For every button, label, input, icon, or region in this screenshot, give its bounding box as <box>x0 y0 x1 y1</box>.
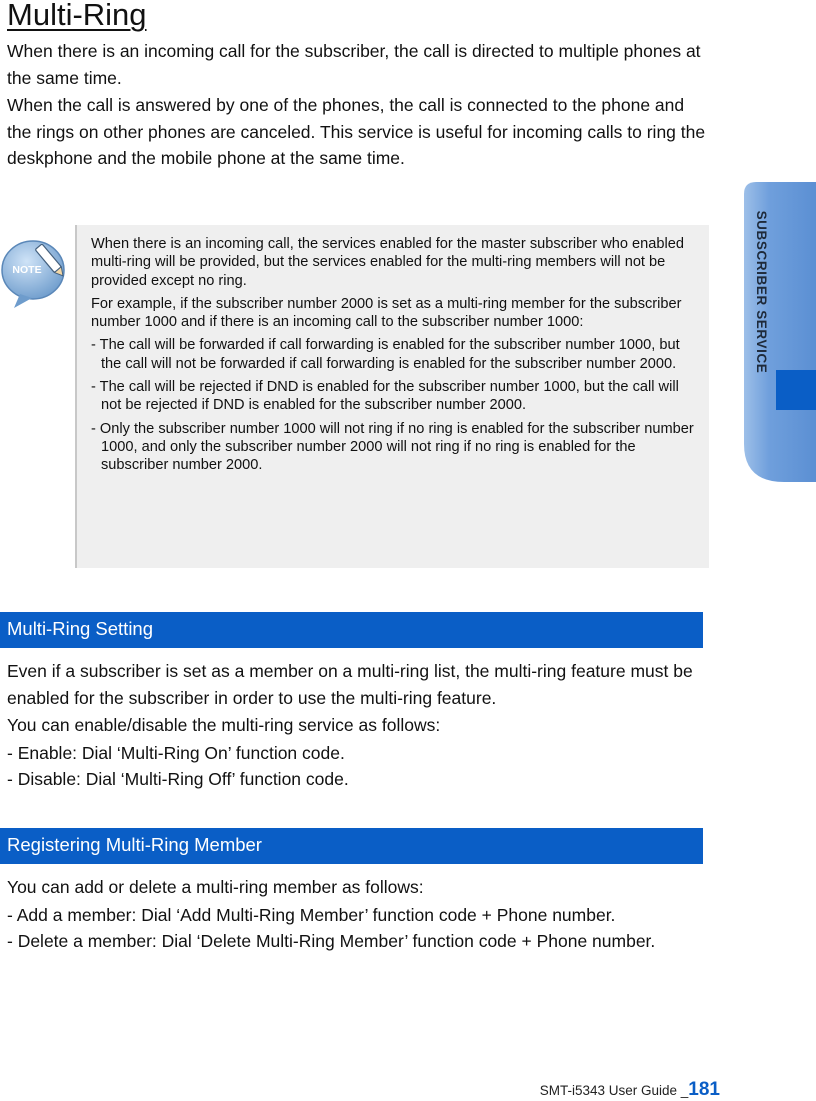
page-number: 181 <box>688 1079 720 1100</box>
intro-paragraph: When there is an incoming call for the subscriber, the call is directed to multiple phones at the same time. <box>7 41 701 88</box>
body-line: - Enable: Dial ‘Multi-Ring On’ function code. <box>7 742 345 763</box>
page-title: Multi-Ring <box>7 0 147 32</box>
note-bullet: - The call will be rejected if DND is enabled for the subscriber number 1000, but the call will not be rejected if DND is enabled for the subscriber number 2000. <box>91 379 679 414</box>
body-line: You can add or delete a multi-ring member as follows: <box>7 877 424 897</box>
note-bullet: - Only the subscriber number 1000 will not ring if no ring is enabled for the subscriber number 1000, and only the subscriber number 2000 will not ring if no ring is enabled for the subscriber number 2000. <box>91 420 694 474</box>
section-header-registering-member: Registering Multi-Ring Member <box>0 828 703 864</box>
note-paragraph: When there is an incoming call, the services enabled for the master subscriber who enabled multi-ring will be provided, but the services enabled for the multi-ring members will not be provided except no ring. <box>91 236 684 289</box>
note-paragraph: For example, if the subscriber number 2000 is set as a multi-ring member for the subscriber number 1000 and if there is an incoming call to the subscriber number 1000: <box>91 295 682 331</box>
body-line: - Add a member: Dial ‘Add Multi-Ring Member’ function code + Phone number. <box>7 904 616 925</box>
chapter-side-label-text: SUBSCRIBER SERVICE <box>754 210 769 374</box>
body-line: Even if a subscriber is set as a member on a multi-ring list, the multi-ring feature must be enabled for the subscriber in order to use the multi-ring feature. <box>7 661 693 708</box>
note-box <box>75 225 709 568</box>
section-body-multi-ring-setting <box>7 658 707 793</box>
page-footer <box>540 1079 720 1101</box>
footer-guide-name: SMT-i5343 User Guide _ <box>539 1083 689 1098</box>
section-header-multi-ring-setting: Multi-Ring Setting <box>0 612 703 648</box>
body-line: - Disable: Dial ‘Multi-Ring Off’ function code. <box>7 769 349 789</box>
intro-paragraph: When the call is answered by one of the phones, the call is connected to the phone and the rings on other phones are canceled. This service is useful for incoming calls to ring the deskphone and the mobile phone at the same time. <box>7 95 706 168</box>
intro-text <box>7 38 707 172</box>
body-line: You can enable/disable the multi-ring service as follows: <box>7 715 441 735</box>
note-icon-label: NOTE <box>12 264 42 276</box>
note-icon <box>0 236 70 312</box>
body-line: - Delete a member: Dial ‘Delete Multi-Ring Member’ function code + Phone number. <box>7 931 656 951</box>
section-body-registering-member <box>7 874 707 955</box>
note-bullet: - The call will be forwarded if call forwarding is enabled for the subscriber number 1000, but the call will not be forwarded if call forwarding is enabled for the subscriber number 2000. <box>91 337 680 372</box>
